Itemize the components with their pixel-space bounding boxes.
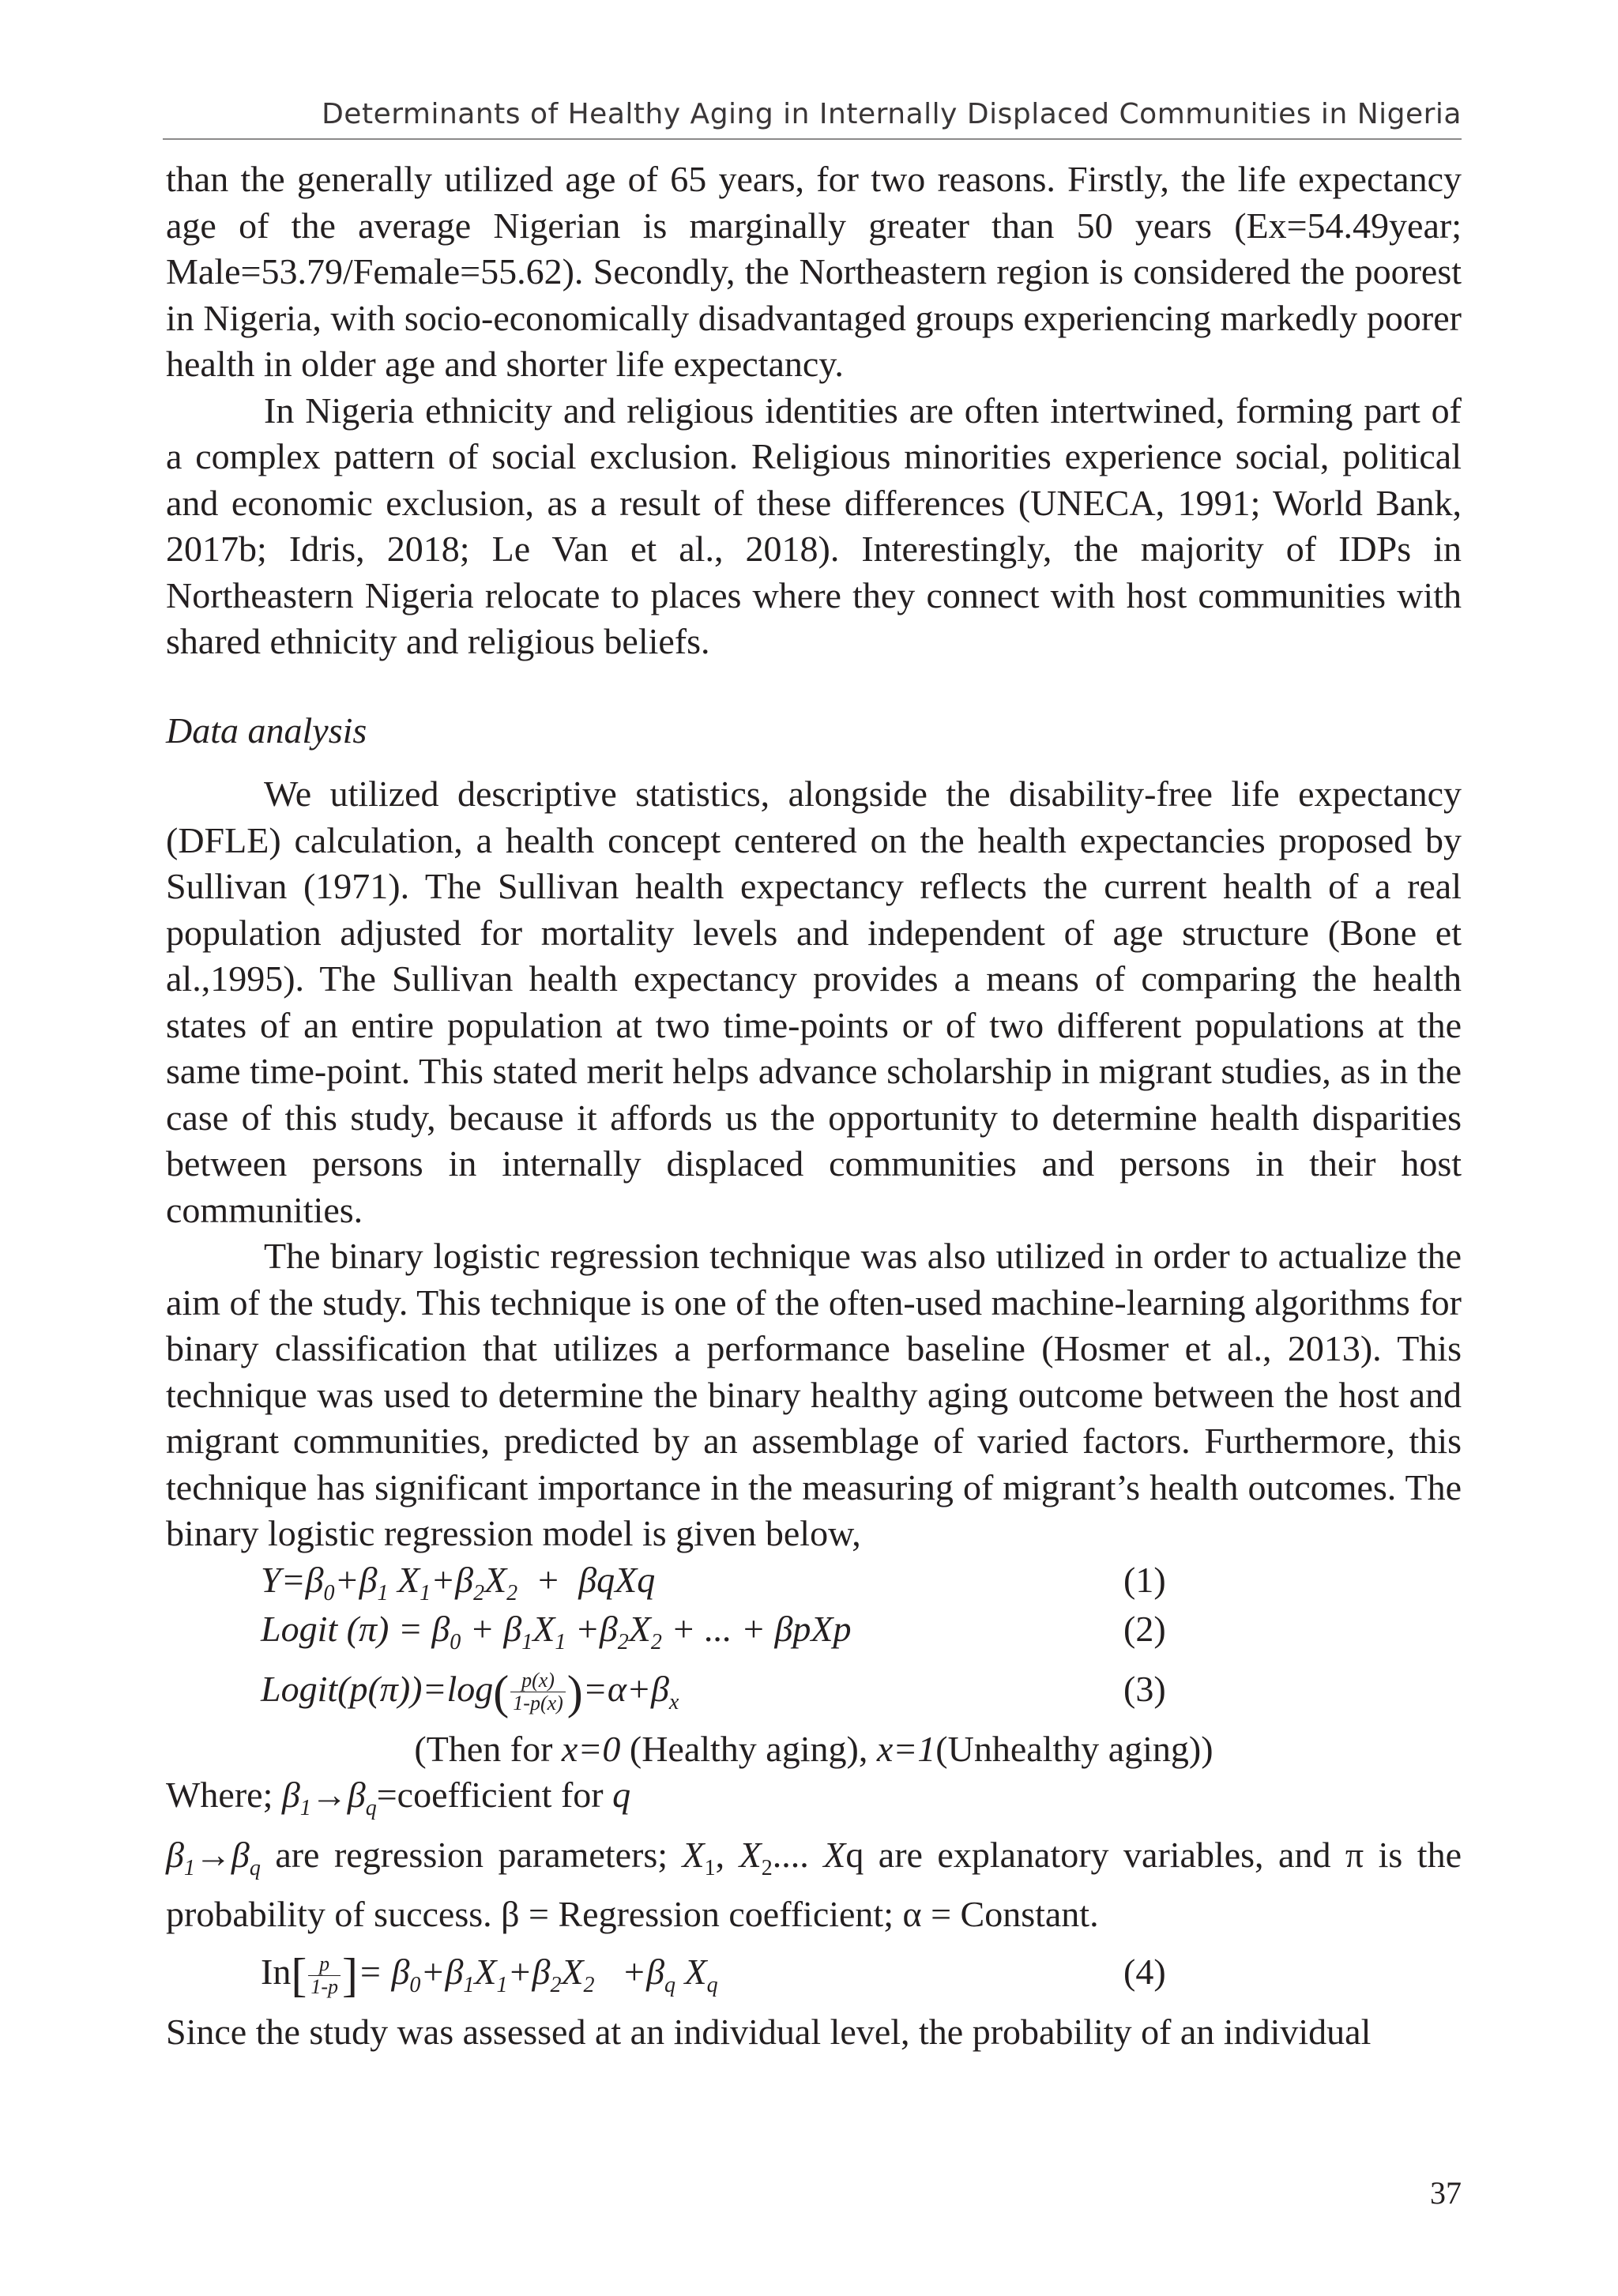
equation-3-number: (3) <box>1123 1668 1166 1709</box>
page-number: 37 <box>1430 2175 1462 2211</box>
body-text <box>166 156 1462 2055</box>
section-heading: Data analysis <box>166 710 367 751</box>
then-note: (Then for x=0 (Healthy aging), x=1(Unhealthy aging)) <box>414 1728 1214 1769</box>
equation-1 <box>166 1557 1462 1606</box>
parameters-paragraph: $\beta_1\to\beta_q$ are regression parameters; $X_1$, $X_2$.... Xq are explanatory variables, and π is the probability of success. β = Regression coefficient; α = Constant. <box>166 1834 1462 1935</box>
equation-4 <box>166 1938 1462 2009</box>
where-line: Where; $\beta_1\to\beta_q=coefficient$ for q <box>166 1775 631 1821</box>
fraction: $\frac{p(x)}{1-p(x)}$ <box>510 1669 566 1714</box>
equation-2-number: (2) <box>1123 1608 1166 1649</box>
equation-4-number: (4) <box>1123 1951 1166 1992</box>
equation-2 <box>166 1606 1462 1655</box>
equation-3 <box>166 1655 1462 1726</box>
paragraph-2: In Nigeria ethnicity and religious identities are often intertwined, forming part of a complex pattern of social exclusion. Religious minorities experience social, political and economic exclusion, as a result of these differences (UNECA, 1991; World Bank, 2017b; Idris, 2018; Le Van et al., 2018). Interestingly, the majority of IDPs in Northeastern Nigeria relocate to places where they connect with host communities with shared ethnicity and religious beliefs. <box>166 390 1462 661</box>
paragraph-5: Since the study was assessed at an individual level, the probability of an individual <box>166 2011 1372 2052</box>
paragraph-1: than the generally utilized age of 65 years, for two reasons. Firstly, the life expectancy age of the average Nigerian is marginally greater than 50 years (Ex=54.49year; Male=53.79/Female=55.62). Secondly, the Northeastern region is considered the poorest in Nigeria, with socio-economically disadvantaged groups experiencing markedly poorer health in older age and shorter life expectancy. <box>166 159 1462 384</box>
equation-1-number: (1) <box>1123 1559 1166 1600</box>
equation-1-formula: $Y=\beta_0+\beta_1$ $X_1+\beta_2X_2 + \beta qXq$ <box>261 1559 656 1605</box>
running-header: Determinants of Healthy Aging in Internally Displaced Communities in Nigeria <box>163 98 1462 140</box>
equation-2-formula: Logit $(\pi) = \beta_0 + \beta_1X_1 +\beta_2X_2$ + ... + βpXp <box>261 1608 852 1654</box>
equation-3-formula: Logit(p(π))=log( $\frac{p(x)}{1-p(x)}$ )$=\alpha+\beta_x$ <box>261 1666 679 1718</box>
paragraph-3: We utilized descriptive statistics, alongside the disability-free life expectancy (DFLE) calculation, a health concept centered on the health expectancies proposed by Sullivan (1971). The Sullivan health expectancy reflects the current health of a real population adjusted for mortality levels and independent of age structure (Bone et al.,1995). The Sullivan health expectancy provides a means of comparing the health states of an entire population at two time-points or of two different populations at the same time-point. This stated merit helps advance scholarship in migrant studies, as in the case of this study, because it affords us the opportunity to determine health disparities between persons in internally displaced communities and persons in their host communities. <box>166 773 1462 1230</box>
fraction: $\frac{p}{1-p}$ <box>308 1953 341 1998</box>
paragraph-4: The binary logistic regression technique was also utilized in order to actualize the aim of the study. This technique is one of the often-used machine-learning algorithms for binary classification that utilizes a performance baseline (Hosmer et al., 2013). This technique was used to determine the binary healthy aging outcome between the host and migrant communities, predicted by an assemblage of varied factors. Furthermore, this technique has significant importance in the measuring of migrant’s health outcomes. The binary logistic regression model is given below, <box>166 1236 1462 1553</box>
equation-4-formula: In[ $\frac{p}{1-p}$ ]= $\beta_0+\beta_1X_1+\beta_2X_2 +\beta_q$ $X_q$ <box>261 1949 718 2002</box>
